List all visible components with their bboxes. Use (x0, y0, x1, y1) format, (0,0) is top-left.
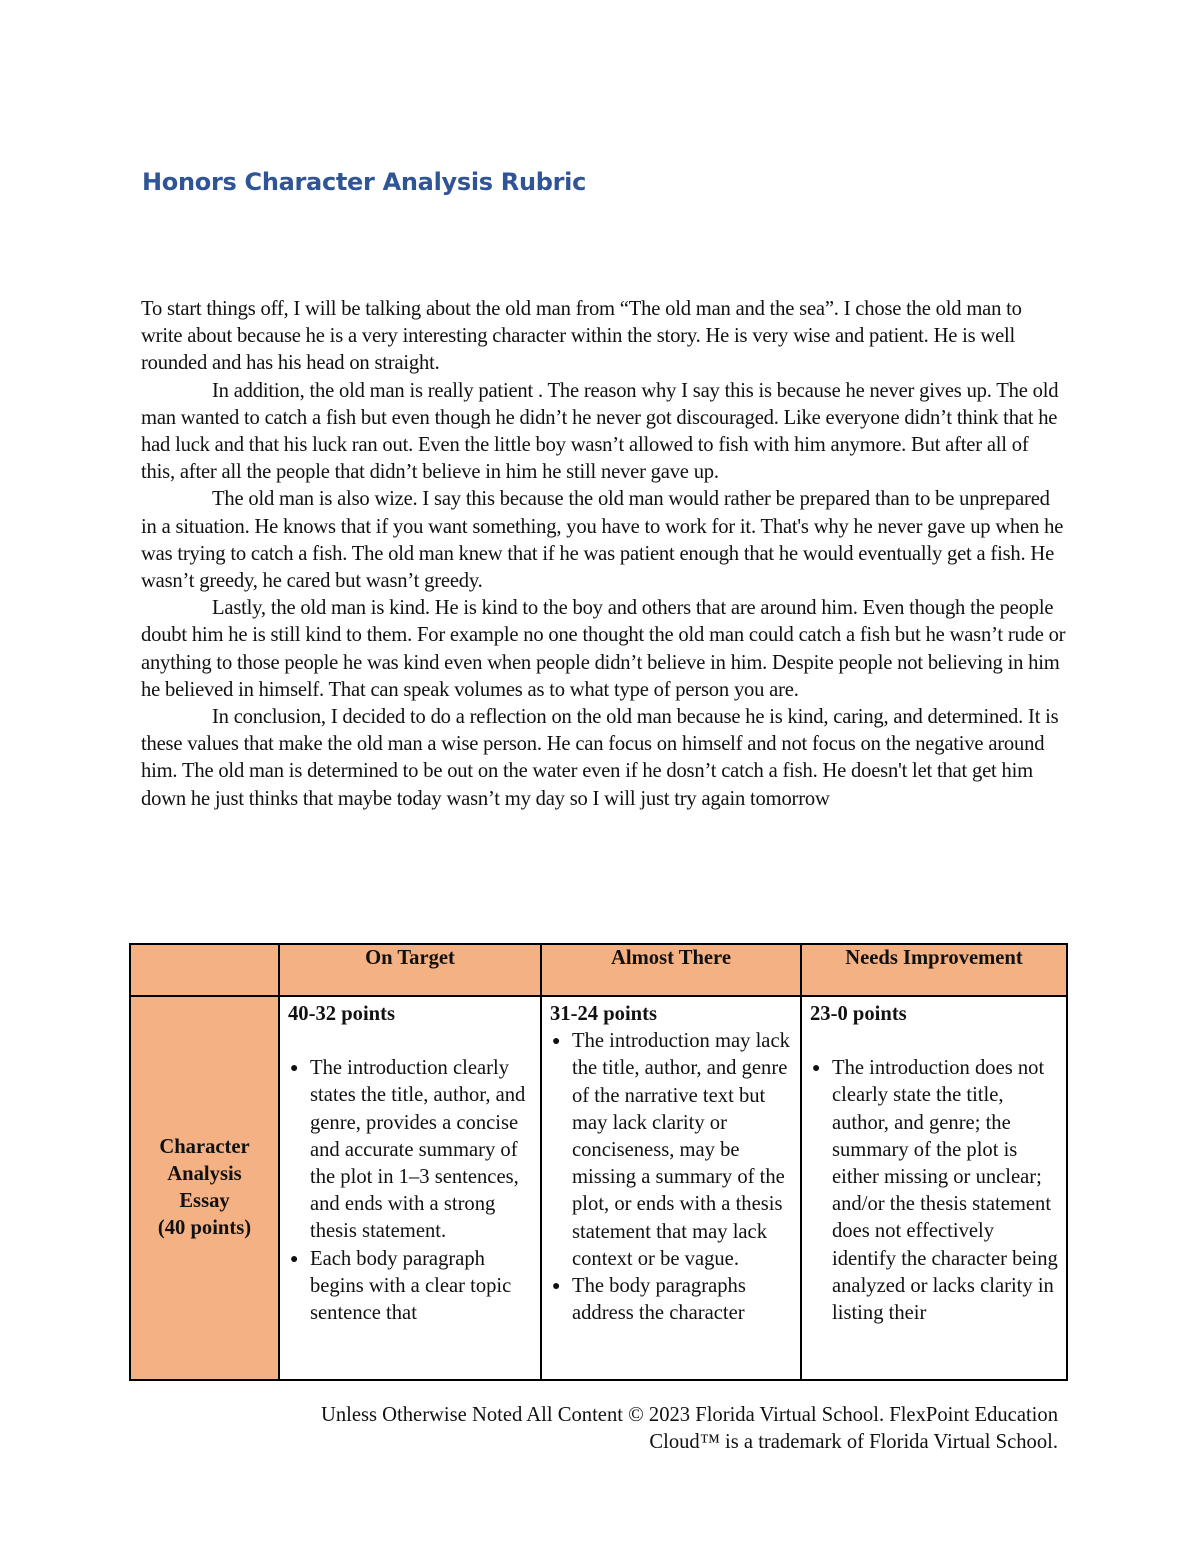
footer-line-2: Cloud™ is a trademark of Florida Virtual School. (649, 1431, 1058, 1454)
rubric-row-character-analysis (130, 996, 1067, 1380)
points-almost-there: 31-24 points (550, 1003, 657, 1025)
page-title: Honors Character Analysis Rubric (142, 168, 587, 196)
criterion-item: ● The introduction may lack the title, author, and genre of the narrative text but may lack clarity or conciseness, may be missing a summary of the plot, or ends with a thesis statement that may lack context or be vague. (550, 1028, 792, 1273)
criteria-list-almost-there (550, 1028, 792, 1327)
criterion-item: ● The introduction does not clearly state the title, author, and genre; the summary of the plot is either missing or unclear; and/or the thesis statement does not effectively identify the character being analyzed or lacks clarity in listing their (810, 1055, 1058, 1327)
points-needs-improvement: 23-0 points (810, 1003, 907, 1025)
footer-line-1: Unless Otherwise Noted All Content © 2023 Florida Virtual School. FlexPoint Education (320, 1404, 1058, 1426)
criteria-list-needs-improvement (810, 1055, 1058, 1327)
copyright-footer (140, 1402, 1058, 1456)
essay-paragraph-3: The old man is also wize. I say this because the old man would rather be prepared than to be unprepared in a situation. He knows that if you want something, you have to work for it. That's why he never gave up when he was trying to catch a fish. The old man knew that if he was patient enough that he would eventually get a fish. He wasn’t greedy, he cared but wasn’t greedy. (141, 488, 1064, 593)
rubric-row-label (130, 996, 279, 1380)
essay-paragraph-1: To start things off, I will be talking about the old man from “The old man and the sea”. I chose the old man to write about because he is a very interesting character within the story. He is very wise and patient. He is well rounded and has his head on straight. (141, 298, 1022, 375)
rubric-table (129, 943, 1068, 1381)
criterion-item: ● The body paragraphs address the character (550, 1273, 792, 1327)
essay-paragraph-2: In addition, the old man is really patient . The reason why I say this is because he never gives up. The old man wanted to catch a fish but even though he didn’t he never got discouraged. Like everyone didn’t think that he had luck and that his luck ran out. Even the little boy wasn’t allowed to fish with him anymore. But after all of this, after all the people that didn’t believe in him he still never gave up. (141, 379, 1059, 484)
row-label-line-4: (40 points) (157, 1217, 252, 1240)
rubric-cell-needs-improvement (801, 996, 1067, 1380)
rubric-header-on-target: On Target (279, 944, 541, 996)
rubric-cell-almost-there (541, 996, 801, 1380)
row-label-line-1: Character (159, 1135, 250, 1158)
essay-paragraph-5: In conclusion, I decided to do a reflection on the old man because he is kind, caring, and determined. It is these values that make the old man a wise person. He can focus on himself and not focus on the negative around him. The old man is determined to be out on the water even if he dosn’t catch a fish. He doesn't let that get him down he just thinks that maybe today wasn’t my day so I will just try again tomorrow (141, 706, 1059, 810)
essay-paragraph-4: Lastly, the old man is kind. He is kind to the boy and others that are around him. Even though the people doubt him he is still kind to them. For example no one thought the old man could catch a fish but he wasn’t rude or anything to those people he was kind even when people didn’t believe in him. Despite people not believing in him he believed in himself. That can speak volumes as to what type of person you are. (141, 597, 1066, 701)
rubric-header-needs-improvement: Needs Improvement (801, 944, 1067, 996)
rubric-cell-on-target (279, 996, 541, 1380)
rubric-header-almost-there: Almost There (541, 944, 801, 996)
rubric-header-row (130, 944, 1067, 996)
criteria-list-on-target (288, 1055, 532, 1327)
criterion-item: ● The introduction clearly states the title, author, and genre, provides a concise and accurate summary of the plot in 1–3 sentences, and ends with a strong thesis statement. (288, 1055, 532, 1245)
rubric-header-empty (130, 944, 279, 996)
row-label-line-3: Essay (179, 1190, 230, 1212)
points-on-target: 40-32 points (288, 1003, 395, 1025)
criterion-item: ● Each body paragraph begins with a clear topic sentence that (288, 1246, 532, 1328)
essay-body (141, 296, 1066, 813)
row-label-line-2: Analysis (167, 1162, 242, 1185)
